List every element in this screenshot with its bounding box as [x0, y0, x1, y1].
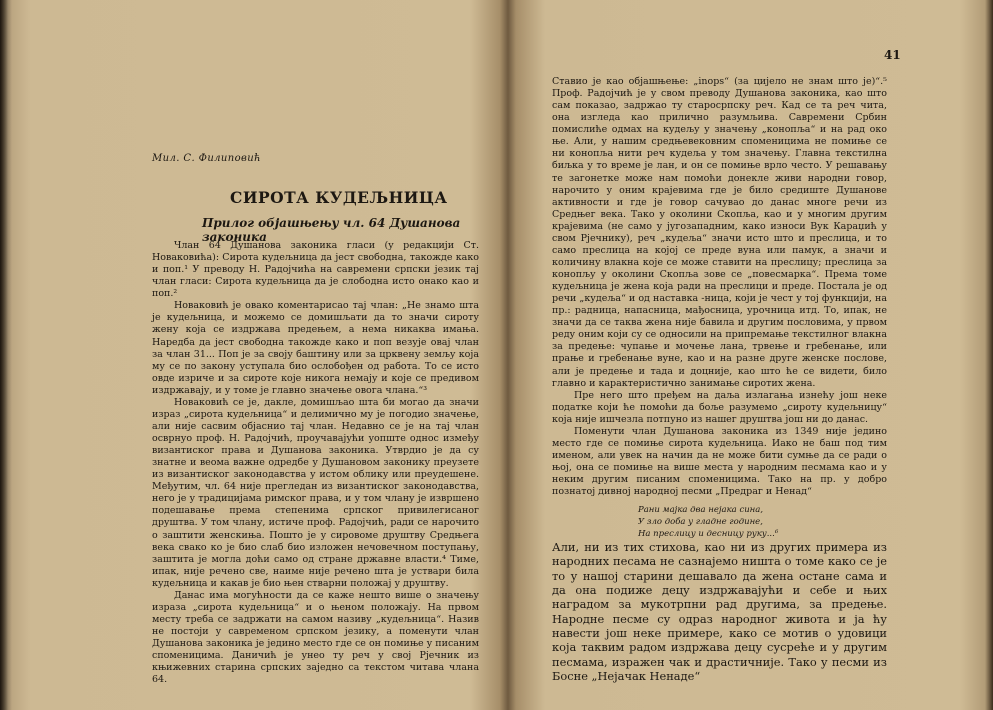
right-body-text-bottom — [552, 540, 887, 683]
paragraph: Члан 64 Душанова законика гласи (у редакцији Ст. Новаковића): Сирота кудељница да јест свободна, такожде како и поп.¹ У преводу Н. Радојчића на савремени српски језик тај члан гласи: Сирота кудељница да је слободна исто онако као и поп.² — [152, 240, 479, 300]
paragraph: Пре него што пређем на даља излагања изнећу још неке податке који ће помоћи да боље разумемо „сироту кудељницу“ која није ишчезла потпуно из нашег друштва још ни до данас. — [552, 389, 887, 425]
right-body-text-top — [552, 76, 887, 498]
article-subtitle: Прилог објашњењу чл. 64 Душанова законика — [202, 216, 461, 244]
paragraph: Новаковић се је, дакле, домишљао шта би могао да значи израз „сирота кудељница“ и делимично му је погодио значење, али није сасвим објаснио тај члан. Недавно се је на тај члан осврнуо проф. Н. Радојчић, проучавајући уопште однос између византиског права и Душанова законика. Утврдио је да су знатне и веома важне одредбе у Душановом законику преузете из византиског законодавства у истом облику или преудешене. Међутим, чл. 64 није прегледан из византиског законодавства, него је у традицијама римског права, и у том члану је извршено подешавање према степенима српског привилегисаног друштва. У том члану, истиче проф. Радојчић, ради се нарочито о заштити женскиња. Пошто је у сировоме друштву Средњега века свако ко је био слаб био изложен нечовечном поступању, заштита је могла доћи само од стране државне власти.⁴ Тиме, ипак, није речено све, наиме није речено шта је уствари била кудељница и какав је био њен стварни положај у друштву. — [152, 396, 479, 589]
article-title: СИРОТА КУДЕЉНИЦА — [230, 188, 448, 207]
left-body-text — [152, 240, 479, 686]
paragraph: Али, ни из тих стихова, као ни из других примера из народних песама не сазнајемо ништа о томе како се је то у нашој старини дешавало да жена остане сама и да она подиже децу издржавајући и себе и њих наградом за мукотрпни рад другима, за предење. Народне песме су одраз народног живота и ја ћу навести још неке примере, како се мотив о удовици која таквим радом издржава децу сусреће и у другим песмама, изражен чак и драстичније. Тако у песми из Босне „Нејачак Ненаде“ — [552, 540, 887, 684]
author-name: Мил. С. Филиповић — [152, 153, 261, 164]
poem-line: У зло доба у гладне године, — [638, 517, 763, 527]
page-number: 41 — [884, 48, 901, 62]
paragraph: Новаковић је овако коментарисао тај члан: „Не знамо шта је кудељница, и можемо се домишљати да то значи сироту жену која се издржава предењем, а нема никаква имања. Наредба да јест свободна такожде како и поп везује овај члан за члан 31... Поп је за своју баштину или за црквену земљу која му се по закону уступала био ослобођен од работа. То се исто овде изриче и за сироте које никога немају и које се предивом издржавају, и у томе је главно значење овога члана.“³ — [152, 300, 479, 396]
poem-line: На преслицу и десницу руку...⁶ — [638, 529, 779, 539]
poem-quote — [638, 504, 778, 540]
paragraph: Ставио је као објашњење: „inops“ (за цијело не знам што је)“.⁵ Проф. Радојчић је у свом преводу Душанова законика, као што сам показао, задржао ту старосрпску реч. Кад се та реч чита, она изгледа као прилично разумљива. Савремени Србин помислиће одмах на кудељу у значењу „конопља“ и на рад око ње. Али, у нашим средњевековним споменицима не помиње се ни конопља нити реч кудеља у том значењу. Главна текстилна биљка у то време је лан, и он се помиње врло често. У решавању те загонетке може нам помоћи донекле живи народни говор, нарочито у оним крајевима где је било средиште Душанове активности и где је говор сачувао до данас многе речи из Средњег века. Тако у околини Скопља, као и у многим другим крајевима (не само у југозападним, како износи Вук Караџић у свом Рјечнику), реч „кудеља“ значи исто што и преслица, и то само преслица на којој се преде вуна или памук, а значи и количину влакна које се може ставити на преслицу; преслица за конопљу у околини Скопља зове се „повесмарка“. Према томе кудељница је жена која ради на преслици и преде. Постала је од речи „кудеља“ и од наставка -ница, који је чест у тој функцији, на пр.: радница, напасница, мађосница, урочница итд. То, ипак, не значи да се таква жена није бавила и другим пословима, у првом реду оним који су се односили на припремање текстилног влакна за предење: чупање и мочење лана, трвење и гребенање, или прање и гребенање вуне, као и на разне друге женске послове, али је предење и тада и доцније, као што ће се видети, било главно и карактеристично занимање сиротих жена. — [552, 76, 887, 389]
poem-line: Рани мајка два нејака сина, — [638, 505, 764, 515]
paragraph: Данас има могућности да се каже нешто више о значењу израза „сирота кудељница“ и о њеном положају. На првом месту треба се задржати на самом називу „кудељница“. Назив не постоји у савременом српском језику, а поменути члан Душанова законика је једино место где се он помиње у писаним споменицима. Даничић је унео ту реч у свој Рјечник из књижевних старина српских заједно са текстом читава члана 64. — [152, 589, 479, 686]
right-page — [508, 0, 993, 710]
paragraph: Поменути члан Душанова законика из 1349 није једино место где се помиње сирота кудељница. Иако не баш под тим именом, али увек на начин да не може бити сумње да се ради о њој, она се помиње на више места у народним песмама као и у неким другим писаним споменицима. Тако на пр. у добро познатој дивној народној песми „Предраг и Ненад“ — [552, 425, 887, 498]
